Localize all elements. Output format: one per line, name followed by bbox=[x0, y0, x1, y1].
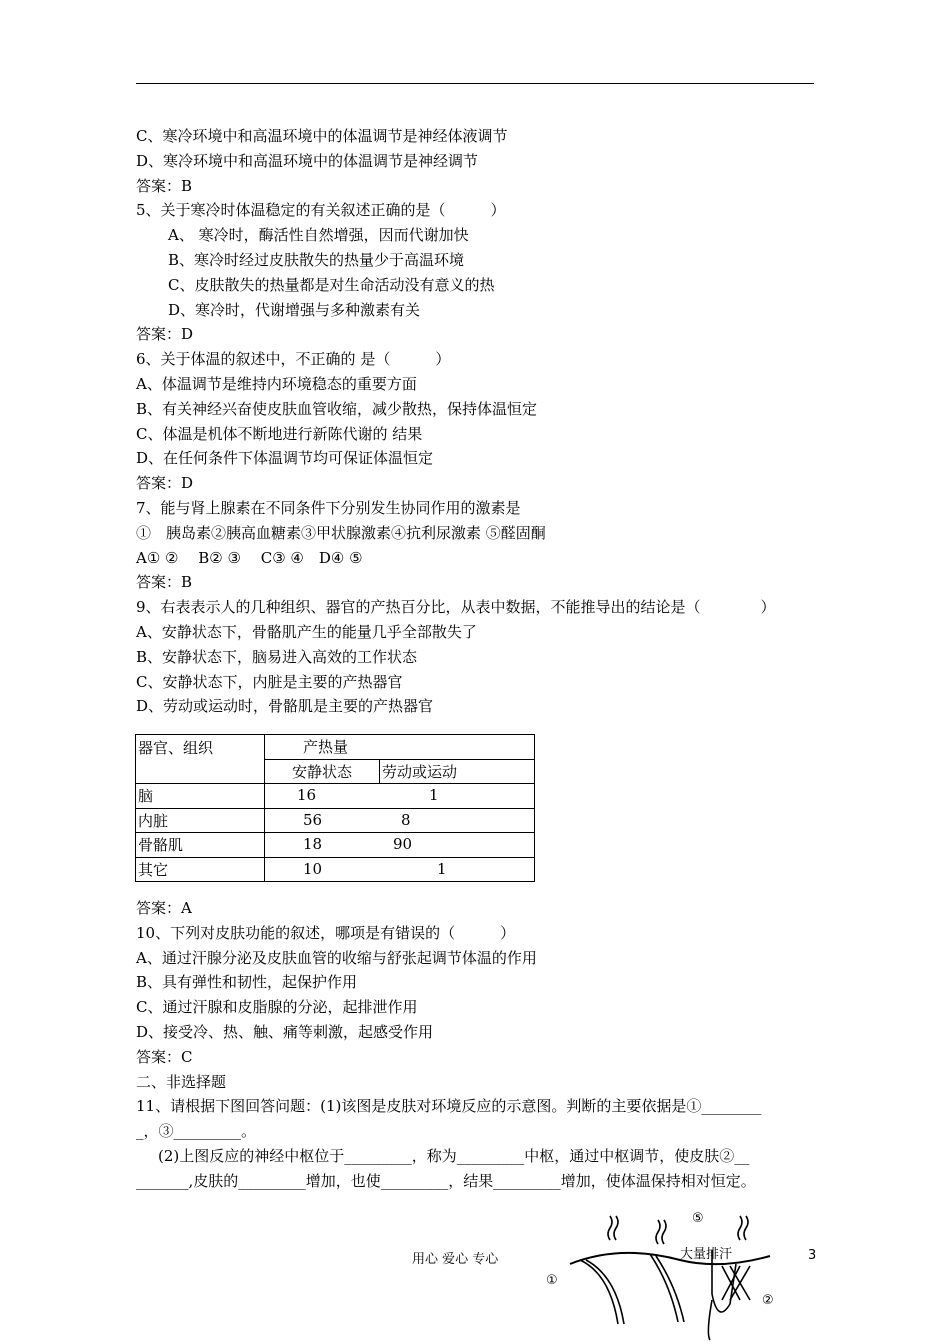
text-line: 答案：D bbox=[136, 325, 194, 344]
cell-organ: 骨骼肌 bbox=[136, 833, 265, 858]
text-line: A、通过汗腺分泌及皮肤血管的收缩与舒张起调节体温的作用 bbox=[136, 948, 537, 967]
text-line: D、接受冷、热、触、痛等刺激，起感受作用 bbox=[136, 1022, 434, 1041]
question-block-bottom bbox=[136, 896, 816, 1194]
header-work: 劳动或运动 bbox=[380, 759, 535, 784]
heat-production-table bbox=[135, 734, 535, 882]
cell-work: 1 bbox=[437, 859, 447, 878]
cell-rest: 16 bbox=[297, 786, 317, 804]
text-line: 9、右表表示人的几种组织、器官的产热百分比，从表中数据，不能推导出的结论是（ ） bbox=[136, 598, 776, 617]
footer-motto: 用心 爱心 专心 bbox=[412, 1252, 499, 1267]
text-line: _______,皮肤的_________增加，也使_________，结果_________增加，使体温保持相对恒定。 bbox=[136, 1171, 756, 1190]
text-line: B、具有弹性和韧性，起保护作用 bbox=[136, 973, 358, 992]
cell-work: 1 bbox=[429, 786, 439, 804]
table-row bbox=[136, 857, 535, 882]
header-heat: 产热量 bbox=[265, 735, 535, 760]
text-line: 10、下列对皮肤功能的叙述，哪项是有错误的（ ） bbox=[136, 923, 516, 942]
text-line: A① ② B② ③ C③ ④ D④ ⑤ bbox=[136, 548, 363, 567]
cell-rest: 56 bbox=[303, 810, 323, 829]
text-line: A、体温调节是维持内环境稳态的重要方面 bbox=[136, 374, 417, 393]
skin-diagram bbox=[540, 1204, 780, 1344]
cell-work: 90 bbox=[393, 835, 413, 853]
cell-values bbox=[265, 808, 535, 833]
text-line: (2)上图反应的神经中枢位于_________，称为_________中枢，通过中枢调节，使皮肤②__ bbox=[158, 1146, 750, 1165]
cell-values bbox=[265, 784, 535, 809]
text-line: D、劳动或运动时，骨骼肌是主要的产热器官 bbox=[136, 697, 434, 716]
heat-wave-icon bbox=[738, 1216, 742, 1240]
header-rule bbox=[136, 83, 814, 84]
header-organ: 器官、组织 bbox=[136, 735, 265, 784]
text-line: ① 胰岛素②胰高血糖素③甲状腺激素④抗利尿激素 ⑤醛固酮 bbox=[136, 523, 546, 542]
text-line: 答案：D bbox=[136, 474, 194, 493]
question-block-top bbox=[136, 124, 816, 719]
text-line: 答案：B bbox=[136, 573, 193, 592]
text-line: 答案：B bbox=[136, 176, 193, 195]
text-line: B、寒冷时经过皮肤散失的热量少于高温环境 bbox=[168, 250, 465, 269]
figure-label-2: ② bbox=[762, 1293, 774, 1308]
text-line: D、寒冷时，代谢增强与多种激素有关 bbox=[168, 300, 421, 319]
text-line: 答案：C bbox=[136, 1047, 193, 1066]
cell-work: 8 bbox=[401, 810, 411, 829]
heat-wave-icon bbox=[744, 1216, 748, 1240]
text-line: C、寒冷环境中和高温环境中的体温调节是神经体液调节 bbox=[136, 127, 508, 145]
text-line: D、寒冷环境中和高温环境中的体温调节是神经调节 bbox=[136, 151, 479, 170]
text-line: B、安静状态下，脑易进入高效的工作状态 bbox=[136, 647, 418, 666]
cell-values bbox=[265, 857, 535, 882]
table-row bbox=[136, 833, 535, 858]
heat-wave-icon bbox=[662, 1220, 666, 1244]
heat-wave-icon bbox=[656, 1220, 660, 1244]
heat-wave-icon bbox=[608, 1216, 612, 1240]
text-line: C、皮肤散失的热量都是对生命活动没有意义的热 bbox=[168, 275, 495, 294]
cell-values bbox=[265, 833, 535, 858]
text-line: 7、能与肾上腺素在不同条件下分别发生协同作用的激素是 bbox=[136, 498, 521, 517]
table-row bbox=[136, 784, 535, 809]
cell-organ: 脑 bbox=[136, 784, 265, 809]
table-row bbox=[136, 808, 535, 833]
header-rest: 安静状态 bbox=[265, 759, 380, 784]
text-line: _，③_________。 bbox=[136, 1122, 257, 1141]
text-line: 答案：A bbox=[136, 899, 192, 917]
text-line: 6、关于体温的叙述中，不正确的 是（ ） bbox=[136, 350, 451, 369]
figure-label-sweat: 大量排汗 bbox=[680, 1247, 733, 1262]
text-line: C、体温是机体不断地进行新陈代谢的 结果 bbox=[136, 424, 423, 443]
text-line: A、安静状态下，骨骼肌产生的能量几乎全部散失了 bbox=[136, 622, 477, 641]
text-line: C、安静状态下，内脏是主要的产热器官 bbox=[136, 672, 403, 691]
text-line: B、有关神经兴奋使皮肤血管收缩，减少散热，保持体温恒定 bbox=[136, 399, 538, 418]
text-line: 11、请根据下图回答问题：(1)该图是皮肤对环境反应的示意图。判断的主要依据是①________ bbox=[136, 1097, 762, 1116]
text-line: A、 寒冷时，酶活性自然增强，因而代谢加快 bbox=[168, 226, 469, 245]
figure-label-5: ⑤ bbox=[692, 1211, 704, 1226]
text-line: C、通过汗腺和皮脂腺的分泌，起排泄作用 bbox=[136, 998, 418, 1017]
page-number: 3 bbox=[808, 1248, 817, 1263]
cell-organ: 其它 bbox=[136, 857, 265, 882]
text-line: 二、非选择题 bbox=[136, 1072, 227, 1091]
text-line: 5、关于寒冷时体温稳定的有关叙述正确的是（ ） bbox=[136, 201, 506, 220]
cell-rest: 10 bbox=[303, 859, 323, 878]
heat-wave-icon bbox=[614, 1216, 618, 1240]
figure-label-1: ① bbox=[546, 1273, 558, 1288]
cell-organ: 内脏 bbox=[136, 808, 265, 833]
text-line: D、在任何条件下体温调节均可保证体温恒定 bbox=[136, 449, 434, 468]
cell-rest: 18 bbox=[303, 835, 323, 853]
